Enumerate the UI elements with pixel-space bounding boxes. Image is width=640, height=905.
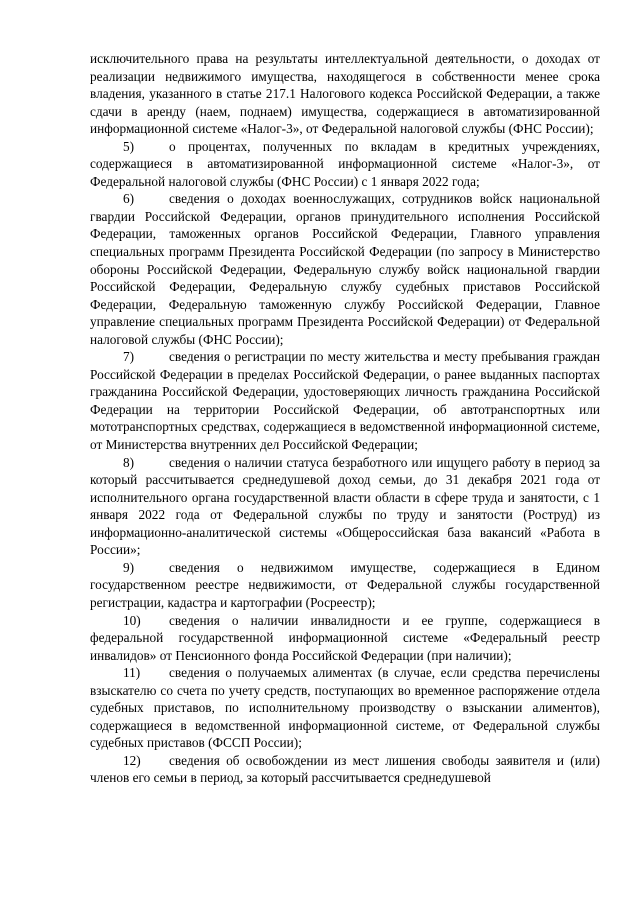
item-number: 10) [123,612,141,628]
list-item-8 [90,454,600,559]
list-item-11 [90,664,600,752]
item-text: сведения о получаемых алиментах (в случае, если средства перечислены взыскателю со счета по учету средств, поступающих во временное распоряжение отдела судебных приставов, по исполнительному производству о взыскании алиментов), содержащиеся в ведомственной информационной системе, от Федеральной службы судебных приставов (ФССП России); [90,665,600,751]
item-text: сведения о наличии статуса безработного или ищущего работу в период за который рассчитывается среднедушевой доход семьи, до 31 декабря 2021 года от исполнительного органа государственной власти области в сфере труда и занятости, с 1 января 2022 года от Федеральной службы по труду и занятости (Роструд) из информационно-аналитической системы «Общероссийская база вакансий «Работа в России»; [90,454,600,558]
item-text: сведения об освобождении из мест лишения свободы заявителя и (или) членов его семьи в период, за который рассчитывается среднедушевой [90,752,600,786]
list-item-6 [90,190,600,348]
item-number: 11) [123,665,141,681]
item-text: сведения о наличии инвалидности и ее группе, содержащиеся в федеральной государственной информационной системе «Федеральный реестр инвалидов» от Пенсионного фонда Российской Федерации (при наличии); [90,612,600,663]
item-number: 9) [123,559,135,575]
list-item-9 [90,559,600,612]
list-item-10 [90,612,600,665]
list-item-7 [90,348,600,453]
paragraph-continuation: исключительного права на результаты интеллектуальной деятельности, о доходах от реализации недвижимого имущества, находящегося в собственности менее срока владения, указанного в статье 217.1 Налогового кодекса Российской Федерации, а также сдачи в аренду (наем, поднаем) имущества, содержащиеся в автоматизированной информационной системе «Налог-3», от Федеральной налоговой службы (ФНС России); [90,51,600,137]
item-number: 8) [123,454,135,470]
item-number: 5) [123,138,135,154]
item-text: о процентах, полученных по вкладам в кредитных учреждениях, содержащиеся в автоматизированной информационной системе «Налог-3», от Федеральной налоговой службы (ФНС России) с 1 января 2022 года; [90,138,600,189]
list-item-5 [90,138,600,191]
list-item-12 [90,752,600,787]
item-text: сведения о доходах военнослужащих, сотрудников войск национальной гвардии Российской Федерации, органов принудительного исполнения Российской Федерации, таможенных органов Российской Федерации, Главного управления специальных программ Президента Российской Федерации (по запросу в Министерство обороны Российской Федерации, Федеральную службу войск национальной гвардии Российской Федерации, Федеральную службу судебных приставов Российской Федерации, Федеральную таможенную службу Российской Федерации, Главное управление специальных программ Президента Российской Федерации) от Федеральной налоговой службы (ФНС России); [90,191,600,347]
item-number: 6) [123,191,135,207]
item-number: 12) [123,752,141,768]
item-number: 7) [123,349,135,365]
item-text: сведения о регистрации по месту жительства и месту пребывания граждан Российской Федерации в пределах Российской Федерации, о ранее выданных паспортах гражданина Российской Федерации, удостоверяющих личность гражданина Российской Федерации на территории Российской Федерации, об автотранспортных или мототранспортных средствах, содержащиеся в ведомственной информационной системе, от Министерства внутренних дел Российской Федерации; [90,349,600,453]
document-page [90,50,600,787]
item-text: сведения о недвижимом имуществе, содержащиеся в Едином государственном реестре недвижимости, от Федеральной службы государственной регистрации, кадастра и картографии (Росреестр); [90,559,600,610]
